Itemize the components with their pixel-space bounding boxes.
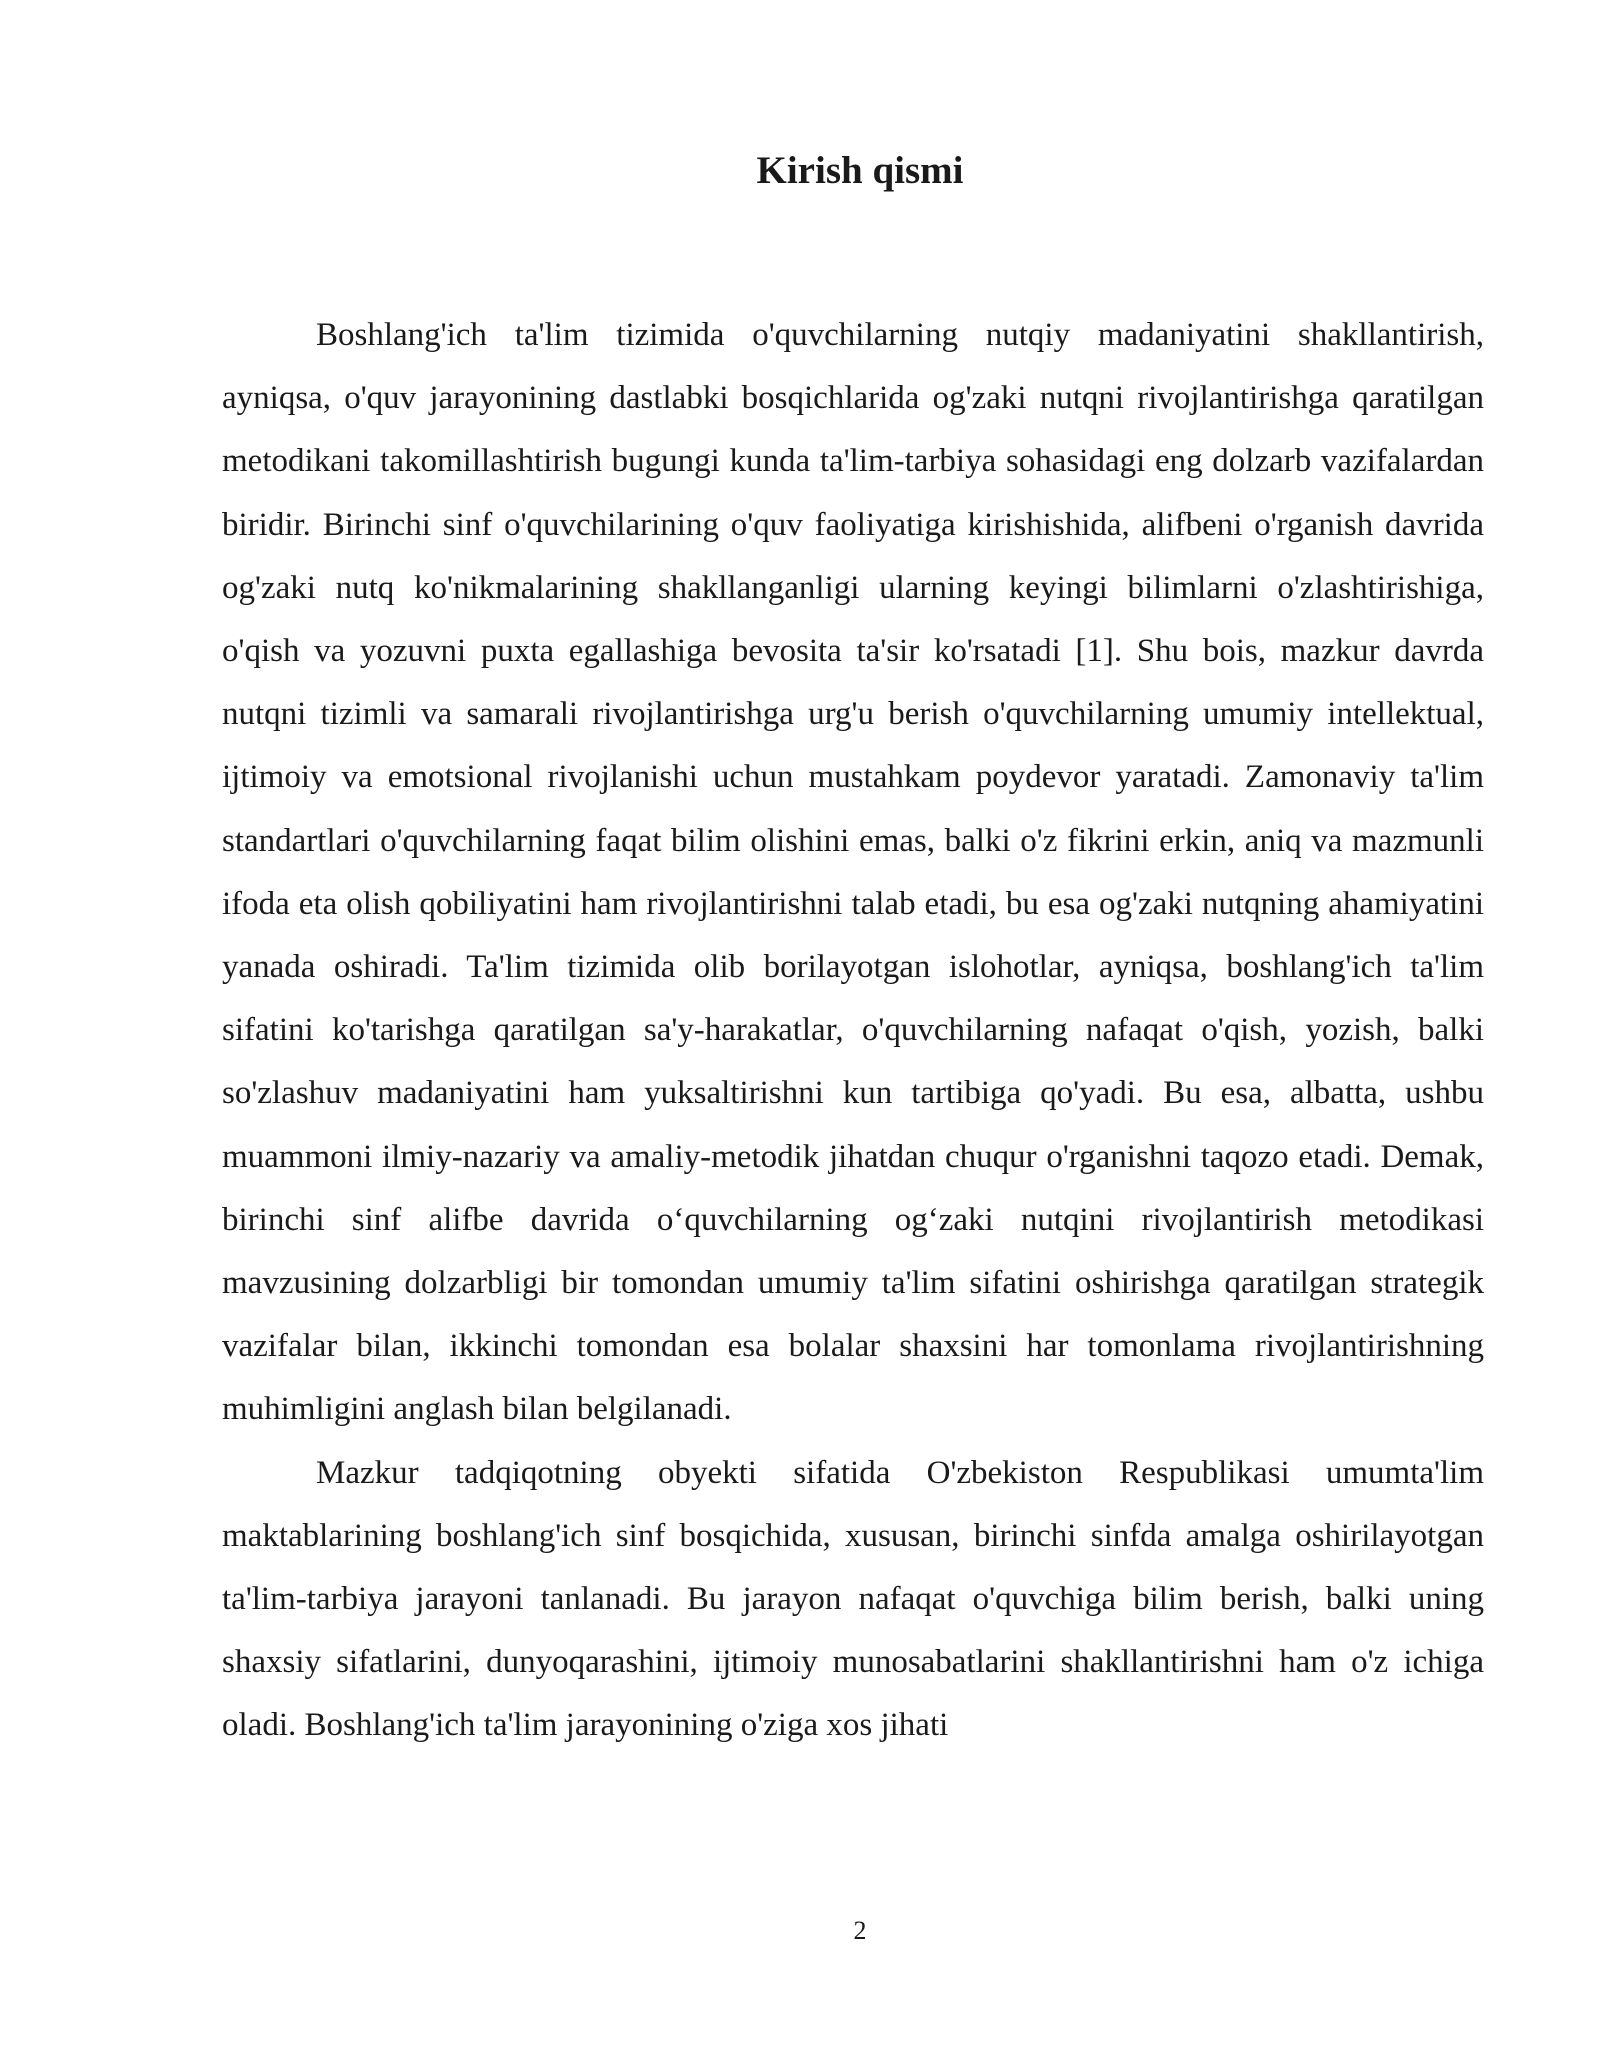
paragraph-2: Mazkur tadqiqotning obyekti sifatida O'zbekiston Respublikasi umumta'lim maktablarining boshlang'ich sinf bosqichida, xususan, birinchi sinfda amalga oshirilayotgan ta'lim-tarbiya jarayoni tanlanadi. Bu jarayon nafaqat o'quvchiga bilim berish, balki uning shaxsiy sifatlarini, dunyoqarashini, ijtimoiy munosabatlarini shakllantirishni ham o'z ichiga oladi. Boshlang'ich ta'lim jarayonining o'ziga xos jihati: [222, 1454, 1484, 1744]
document-body: [222, 304, 1484, 1758]
page-number: 2: [853, 1916, 867, 1945]
page-title: Kirish qismi: [756, 149, 964, 192]
paragraph-1: Boshlang'ich ta'lim tizimida o'quvchilarning nutqiy madaniyatini shakllantirish, ayniqsa, o'quv jarayonining dastlabki bosqichlarida og'zaki nutqni rivojlantirishga qaratilgan metodikani takomillashtirish bugungi kunda ta'lim-tarbiya sohasidagi eng dolzarb vazifalardan biridir. Birinchi sinf o'quvchilarining o'quv faoliyatiga kirishishida, alifbeni o'rganish davrida og'zaki nutq ko'nikmalarining shakllanganligi ularning keyingi bilimlarni o'zlashtirishiga, o'qish va yozuvni puxta egallashiga bevosita ta'sir ko'rsatadi [1]. Shu bois, mazkur davrda nutqni tizimli va samarali rivojlantirishga urg'u berish o'quvchilarning umumiy intellektual, ijtimoiy va emotsional rivojlanishi uchun mustahkam poydevor yaratadi. Zamonaviy ta'lim standartlari o'quvchilarning faqat bilim olishini emas, balki o'z fikrini erkin, aniq va mazmunli ifoda eta olish qobiliyatini ham rivojlantirishni talab etadi, bu esa og'zaki nutqning ahamiyatini yanada oshiradi. Ta'lim tizimida olib borilayotgan islohotlar, ayniqsa, boshlang'ich ta'lim sifatini ko'tarishga qaratilgan sa'y-harakatlar, o'quvchilarning nafaqat o'qish, yozish, balki so'zlashuv madaniyatini ham yuksaltirishni kun tartibiga qo'yadi. Bu esa, albatta, ushbu muammoni ilmiy-nazariy va amaliy-metodik jihatdan chuqur o'rganishni taqozo etadi. Demak, birinchi sinf alifbe davrida o‘quvchilarning og‘zaki nutqini rivojlantirish metodikasi mavzusining dolzarbligi bir tomondan umumiy ta'lim sifatini oshirishga qaratilgan strategik vazifalar bilan, ikkinchi tomondan esa bolalar shaxsini har tomonlama rivojlantirishning muhimligini anglash bilan belgilanadi.: [222, 317, 1484, 1428]
